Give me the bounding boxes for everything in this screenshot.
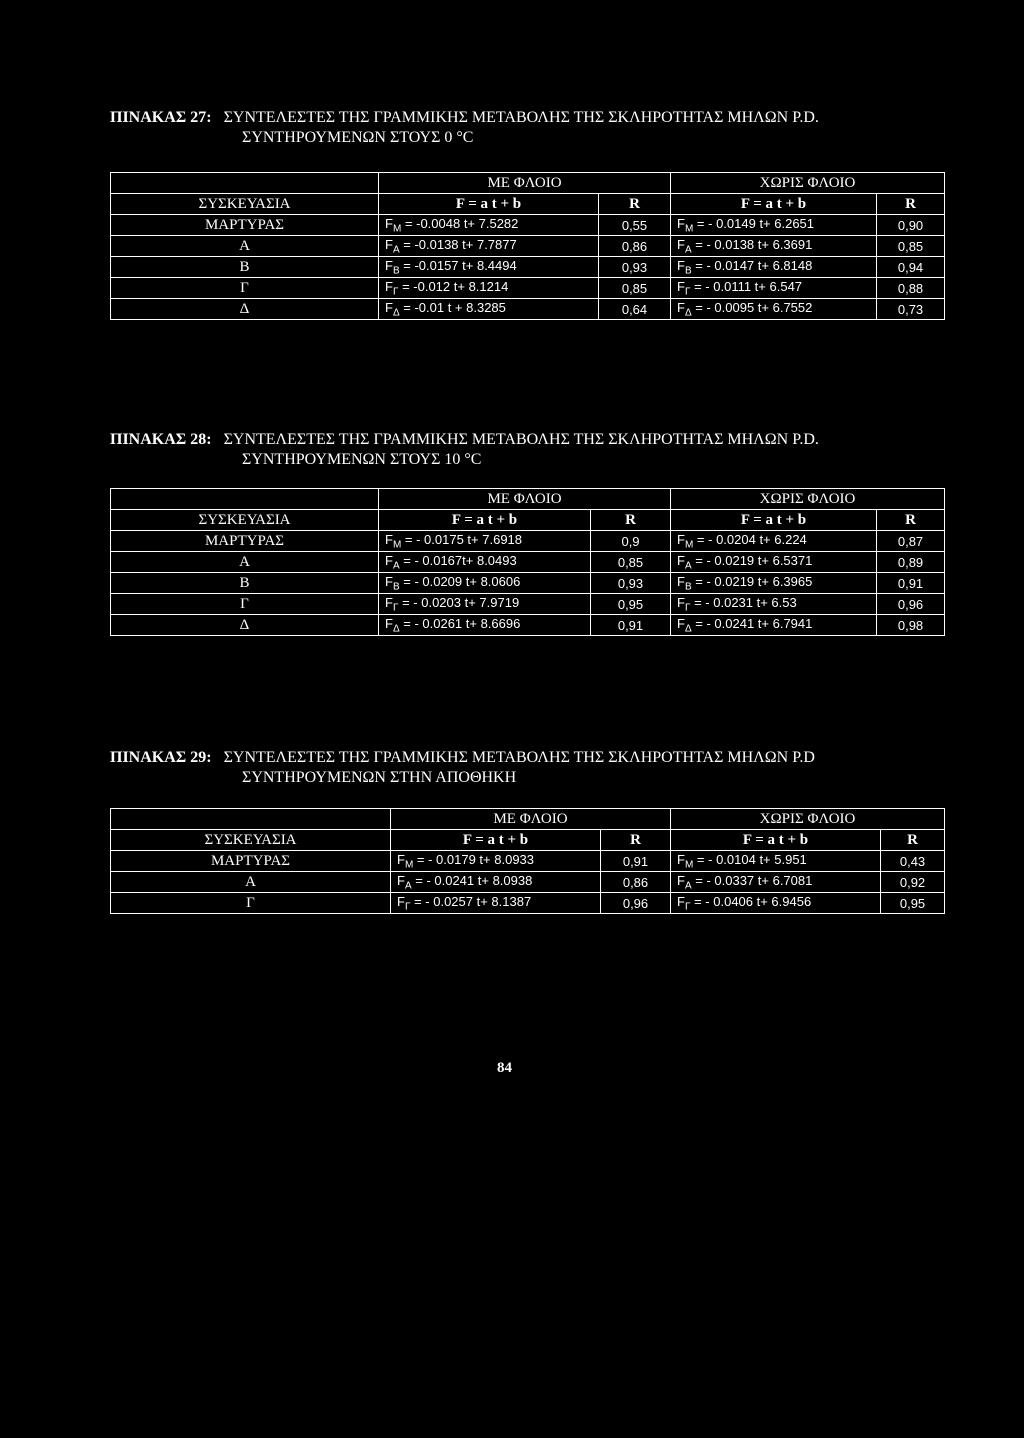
- formula-subscript: M: [684, 223, 694, 235]
- formula-symbol: F: [397, 872, 405, 888]
- table-row: [111, 851, 945, 872]
- formula-subscript: M: [684, 539, 694, 551]
- formula-subscript: M: [404, 859, 414, 871]
- r-with-peel-cell: 0,91: [601, 851, 671, 872]
- formula-subscript: M: [684, 859, 694, 871]
- table-28: [110, 488, 945, 636]
- formula-symbol: F: [677, 573, 685, 589]
- packaging-cell: B: [111, 573, 379, 594]
- col-header-packaging: ΣΥΣΚΕΥΑΣΙΑ: [111, 510, 379, 531]
- formula-without-peel-cell: [671, 257, 877, 278]
- formula-symbol: F: [677, 257, 685, 273]
- table-28-title-line2: ΣΥΝΤΗΡΟΥΜΕΝΩΝ ΣΤΟΥΣ 10 °C: [242, 451, 482, 468]
- formula-expression: = - 0.0231 t+ 6.53: [690, 594, 797, 610]
- table-27: [110, 172, 945, 320]
- formula-with-peel-cell: [379, 257, 599, 278]
- formula-subscript: Δ: [684, 307, 692, 319]
- table-28-title-line1: ΣΥΝΤΕΛΕΣΤΕΣ ΤΗΣ ΓΡΑΜΜΙΚΗΣ ΜΕΤΑΒΟΛΗΣ ΤΗΣ ΣΚΛΗΡΟΤΗΤΑΣ ΜΗΛΩΝ P.D.: [223, 431, 819, 448]
- formula-symbol: F: [677, 872, 685, 888]
- packaging-cell: Γ: [111, 594, 379, 615]
- formula-symbol: F: [385, 594, 393, 610]
- formula-without-peel-cell: [671, 552, 877, 573]
- table-row: [111, 594, 945, 615]
- formula-without-peel-cell: [671, 573, 877, 594]
- col-header-formula-without-peel: F = a t + b: [671, 830, 881, 851]
- packaging-cell: A: [111, 236, 379, 257]
- table-27-caption: [110, 108, 819, 148]
- formula-symbol: F: [385, 573, 393, 589]
- formula-subscript: A: [684, 880, 692, 892]
- formula-expression: = - 0.0203 t+ 7.9719: [398, 594, 520, 610]
- col-header-formula-without-peel: F = a t + b: [671, 194, 877, 215]
- formula-subscript: Δ: [392, 623, 400, 635]
- col-header-formula-without-peel: F = a t + b: [671, 510, 877, 531]
- formula-symbol: F: [677, 594, 685, 610]
- header-blank-cell: [111, 173, 379, 194]
- col-header-r-without-peel: R: [877, 194, 945, 215]
- formula-subscript: Γ: [684, 602, 691, 614]
- r-without-peel-cell: 0,90: [877, 215, 945, 236]
- formula-with-peel-cell: [391, 872, 601, 893]
- table-row: [111, 552, 945, 573]
- table-row: [111, 278, 945, 299]
- col-header-packaging: ΣΥΣΚΕΥΑΣΙΑ: [111, 194, 379, 215]
- formula-subscript: A: [684, 560, 692, 572]
- formula-expression: = - 0.0337 t+ 6.7081: [691, 872, 813, 888]
- table-row: [111, 531, 945, 552]
- packaging-cell: Δ: [111, 615, 379, 636]
- formula-with-peel-cell: [379, 299, 599, 320]
- r-without-peel-cell: 0,87: [877, 531, 945, 552]
- formula-expression: = - 0.0241 t+ 8.0938: [411, 872, 533, 888]
- formula-subscript: Γ: [684, 286, 691, 298]
- formula-expression: = - 0.0261 t+ 8.6696: [399, 615, 521, 631]
- formula-expression: = - 0.0241 t+ 6.7941: [691, 615, 813, 631]
- formula-symbol: F: [677, 215, 685, 231]
- col-header-r-with-peel: R: [591, 510, 671, 531]
- formula-without-peel-cell: [671, 594, 877, 615]
- formula-subscript: B: [684, 581, 692, 593]
- formula-without-peel-cell: [671, 531, 877, 552]
- formula-expression: = - 0.0138 t+ 6.3691: [691, 236, 813, 252]
- formula-symbol: F: [677, 851, 685, 867]
- formula-subscript: Δ: [684, 623, 692, 635]
- r-with-peel-cell: 0,93: [599, 257, 671, 278]
- packaging-cell: A: [111, 872, 391, 893]
- col-header-r-without-peel: R: [877, 510, 945, 531]
- r-with-peel-cell: 0,9: [591, 531, 671, 552]
- formula-expression: = - 0.0257 t+ 8.1387: [410, 893, 532, 909]
- group-header-with-peel: ΜΕ ΦΛΟΙΟ: [379, 489, 671, 510]
- formula-symbol: F: [385, 299, 393, 315]
- page-number: 84: [497, 1060, 512, 1076]
- r-without-peel-cell: 0,98: [877, 615, 945, 636]
- table-row: [111, 257, 945, 278]
- group-header-row: [111, 489, 945, 510]
- table-row: [111, 236, 945, 257]
- table-row: [111, 299, 945, 320]
- table-27-title-line1: ΣΥΝΤΕΛΕΣΤΕΣ ΤΗΣ ΓΡΑΜΜΙΚΗΣ ΜΕΤΑΒΟΛΗΣ ΤΗΣ ΣΚΛΗΡΟΤΗΤΑΣ ΜΗΛΩΝ P.D.: [223, 109, 819, 126]
- formula-with-peel-cell: [379, 531, 591, 552]
- formula-symbol: F: [677, 615, 685, 631]
- group-header-row: [111, 809, 945, 830]
- formula-with-peel-cell: [391, 893, 601, 914]
- r-without-peel-cell: 0,91: [877, 573, 945, 594]
- packaging-cell: ΜΑΡΤΥΡΑΣ: [111, 851, 391, 872]
- col-header-formula-with-peel: F = a t + b: [379, 194, 599, 215]
- formula-symbol: F: [397, 893, 405, 909]
- formula-symbol: F: [385, 236, 393, 252]
- formula-symbol: F: [677, 236, 685, 252]
- table-27-label: ΠΙΝΑΚΑΣ 27:: [110, 109, 212, 126]
- table-row: [111, 872, 945, 893]
- r-without-peel-cell: 0,73: [877, 299, 945, 320]
- formula-expression: = - 0.0111 t+ 6.547: [690, 278, 803, 294]
- formula-symbol: F: [385, 615, 393, 631]
- formula-expression: = -0.012 t+ 8.1214: [398, 278, 509, 294]
- formula-expression: = - 0.0104 t+ 5.951: [693, 851, 807, 867]
- formula-with-peel-cell: [379, 594, 591, 615]
- table-29: [110, 808, 945, 914]
- formula-subscript: M: [392, 539, 402, 551]
- formula-symbol: F: [677, 299, 685, 315]
- formula-expression: = - 0.0219 t+ 6.3965: [691, 573, 813, 589]
- header-blank-cell: [111, 809, 391, 830]
- packaging-cell: Δ: [111, 299, 379, 320]
- r-without-peel-cell: 0,94: [877, 257, 945, 278]
- formula-expression: = -0.01 t + 8.3285: [399, 299, 506, 315]
- r-with-peel-cell: 0,85: [599, 278, 671, 299]
- table-row: [111, 893, 945, 914]
- r-without-peel-cell: 0,96: [877, 594, 945, 615]
- formula-with-peel-cell: [379, 278, 599, 299]
- r-without-peel-cell: 0,88: [877, 278, 945, 299]
- formula-subscript: Γ: [392, 602, 399, 614]
- formula-subscript: B: [392, 265, 400, 277]
- r-with-peel-cell: 0,95: [591, 594, 671, 615]
- r-with-peel-cell: 0,93: [591, 573, 671, 594]
- r-without-peel-cell: 0,95: [881, 893, 945, 914]
- col-header-formula-with-peel: F = a t + b: [391, 830, 601, 851]
- formula-with-peel-cell: [391, 851, 601, 872]
- formula-expression: = -0.0048 t+ 7.5282: [401, 215, 519, 231]
- r-with-peel-cell: 0,86: [601, 872, 671, 893]
- formula-expression: = -0.0157 t+ 8.4494: [399, 257, 517, 273]
- header-blank-cell: [111, 489, 379, 510]
- formula-subscript: Δ: [392, 307, 400, 319]
- table-row: [111, 573, 945, 594]
- formula-without-peel-cell: [671, 299, 877, 320]
- formula-expression: = - 0.0219 t+ 6.5371: [691, 552, 813, 568]
- formula-symbol: F: [385, 552, 393, 568]
- formula-with-peel-cell: [379, 573, 591, 594]
- packaging-cell: Γ: [111, 893, 391, 914]
- col-header-r-without-peel: R: [881, 830, 945, 851]
- formula-without-peel-cell: [671, 215, 877, 236]
- group-header-without-peel: ΧΩΡΙΣ ΦΛΟΙΟ: [671, 809, 945, 830]
- r-without-peel-cell: 0,89: [877, 552, 945, 573]
- table-29-label: ΠΙΝΑΚΑΣ 29:: [110, 749, 212, 766]
- formula-without-peel-cell: [671, 615, 877, 636]
- formula-symbol: F: [677, 552, 685, 568]
- table-29-title-line1: ΣΥΝΤΕΛΕΣΤΕΣ ΤΗΣ ΓΡΑΜΜΙΚΗΣ ΜΕΤΑΒΟΛΗΣ ΤΗΣ ΣΚΛΗΡΟΤΗΤΑΣ ΜΗΛΩΝ P.D: [223, 749, 815, 766]
- formula-symbol: F: [677, 893, 685, 909]
- formula-symbol: F: [385, 215, 393, 231]
- col-header-packaging: ΣΥΣΚΕΥΑΣΙΑ: [111, 830, 391, 851]
- col-header-formula-with-peel: F = a t + b: [379, 510, 591, 531]
- packaging-cell: Γ: [111, 278, 379, 299]
- table-29-caption: [110, 748, 815, 788]
- col-header-r-with-peel: R: [599, 194, 671, 215]
- formula-without-peel-cell: [671, 851, 881, 872]
- table-row: [111, 215, 945, 236]
- formula-subscript: Γ: [404, 901, 411, 913]
- packaging-cell: ΜΑΡΤΥΡΑΣ: [111, 215, 379, 236]
- formula-symbol: F: [385, 257, 393, 273]
- formula-subscript: A: [684, 244, 692, 256]
- formula-subscript: A: [404, 880, 412, 892]
- packaging-cell: ΜΑΡΤΥΡΑΣ: [111, 531, 379, 552]
- r-without-peel-cell: 0,85: [877, 236, 945, 257]
- formula-symbol: F: [385, 278, 393, 294]
- group-header-without-peel: ΧΩΡΙΣ ΦΛΟΙΟ: [671, 489, 945, 510]
- column-header-row: [111, 194, 945, 215]
- formula-expression: = - 0.0167t+ 8.0493: [399, 552, 517, 568]
- formula-expression: = - 0.0209 t+ 8.0606: [399, 573, 521, 589]
- formula-without-peel-cell: [671, 278, 877, 299]
- column-header-row: [111, 830, 945, 851]
- formula-subscript: Γ: [392, 286, 399, 298]
- formula-expression: = - 0.0149 t+ 6.2651: [693, 215, 815, 231]
- formula-without-peel-cell: [671, 872, 881, 893]
- r-with-peel-cell: 0,64: [599, 299, 671, 320]
- formula-with-peel-cell: [379, 215, 599, 236]
- group-header-row: [111, 173, 945, 194]
- r-with-peel-cell: 0,86: [599, 236, 671, 257]
- formula-with-peel-cell: [379, 236, 599, 257]
- packaging-cell: B: [111, 257, 379, 278]
- r-without-peel-cell: 0,92: [881, 872, 945, 893]
- table-27-title-line2: ΣΥΝΤΗΡΟΥΜΕΝΩΝ ΣΤΟΥΣ 0 °C: [242, 129, 474, 146]
- r-with-peel-cell: 0,91: [591, 615, 671, 636]
- formula-with-peel-cell: [379, 552, 591, 573]
- formula-without-peel-cell: [671, 893, 881, 914]
- table-row: [111, 615, 945, 636]
- formula-expression: = - 0.0095 t+ 6.7552: [691, 299, 813, 315]
- formula-with-peel-cell: [379, 615, 591, 636]
- formula-subscript: A: [392, 244, 400, 256]
- formula-subscript: B: [392, 581, 400, 593]
- column-header-row: [111, 510, 945, 531]
- formula-without-peel-cell: [671, 236, 877, 257]
- formula-expression: = - 0.0147 t+ 6.8148: [691, 257, 813, 273]
- formula-symbol: F: [397, 851, 405, 867]
- formula-expression: = - 0.0204 t+ 6.224: [693, 531, 807, 547]
- formula-subscript: A: [392, 560, 400, 572]
- formula-expression: = -0.0138 t+ 7.7877: [399, 236, 517, 252]
- formula-symbol: F: [677, 531, 685, 547]
- col-header-r-with-peel: R: [601, 830, 671, 851]
- group-header-without-peel: ΧΩΡΙΣ ΦΛΟΙΟ: [671, 173, 945, 194]
- formula-expression: = - 0.0406 t+ 6.9456: [690, 893, 812, 909]
- r-without-peel-cell: 0,43: [881, 851, 945, 872]
- r-with-peel-cell: 0,96: [601, 893, 671, 914]
- r-with-peel-cell: 0,85: [591, 552, 671, 573]
- formula-symbol: F: [677, 278, 685, 294]
- group-header-with-peel: ΜΕ ΦΛΟΙΟ: [379, 173, 671, 194]
- r-with-peel-cell: 0,55: [599, 215, 671, 236]
- formula-expression: = - 0.0179 t+ 8.0933: [413, 851, 535, 867]
- formula-subscript: Γ: [684, 901, 691, 913]
- table-29-title-line2: ΣΥΝΤΗΡΟΥΜΕΝΩΝ ΣΤΗΝ ΑΠΟΘΗΚΗ: [242, 769, 517, 786]
- formula-symbol: F: [385, 531, 393, 547]
- formula-subscript: B: [684, 265, 692, 277]
- table-28-caption: [110, 430, 819, 470]
- table-28-label: ΠΙΝΑΚΑΣ 28:: [110, 431, 212, 448]
- group-header-with-peel: ΜΕ ΦΛΟΙΟ: [391, 809, 671, 830]
- formula-subscript: M: [392, 223, 402, 235]
- formula-expression: = - 0.0175 t+ 7.6918: [401, 531, 523, 547]
- packaging-cell: A: [111, 552, 379, 573]
